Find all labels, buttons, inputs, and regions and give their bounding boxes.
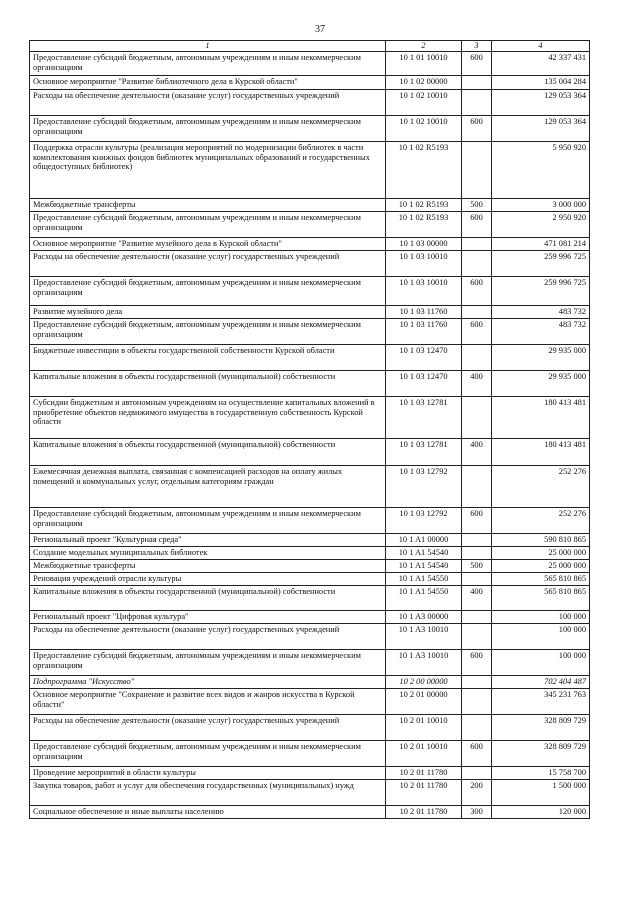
row-name: Проведение мероприятий в области культуры	[30, 767, 386, 780]
row-type: 400	[462, 371, 492, 397]
row-name: Межбюджетные трансферты	[30, 560, 386, 573]
row-sum: 483 732	[492, 319, 590, 345]
row-name: Межбюджетные трансферты	[30, 199, 386, 212]
row-code: 10 1 A1 54540	[386, 547, 462, 560]
table-row	[30, 142, 590, 199]
row-type	[462, 251, 492, 277]
table-row	[30, 780, 590, 806]
row-sum: 100 000	[492, 611, 590, 624]
row-type: 400	[462, 439, 492, 466]
row-name: Предоставление субсидий бюджетным, автономным учреждениям и иным некоммерческим организациям	[30, 116, 386, 142]
row-code: 10 2 00 00000	[386, 676, 462, 689]
table-row	[30, 251, 590, 277]
header-col-code: 2	[386, 41, 462, 52]
row-sum: 565 810 865	[492, 573, 590, 586]
budget-table	[29, 40, 590, 819]
row-sum: 565 810 865	[492, 586, 590, 611]
row-name: Расходы на обеспечение деятельности (оказание услуг) государственных учреждений	[30, 90, 386, 116]
row-sum: 3 000 000	[492, 199, 590, 212]
row-code: 10 1 A3 10010	[386, 624, 462, 650]
row-code: 10 1 03 10010	[386, 251, 462, 277]
row-name: Капитальные вложения в объекты государственной (муниципальной) собственности	[30, 586, 386, 611]
header-col-name: 1	[30, 41, 386, 52]
row-code: 10 1 03 12781	[386, 439, 462, 466]
row-name: Основное мероприятие "Сохранение и развитие всех видов и жанров искусства в Курской области"	[30, 689, 386, 715]
table-row	[30, 277, 590, 306]
row-name: Предоставление субсидий бюджетным, автономным учреждениям и иным некоммерческим организациям	[30, 741, 386, 767]
row-code: 10 1 02 R5193	[386, 212, 462, 238]
row-type: 600	[462, 116, 492, 142]
row-code: 10 2 01 10010	[386, 741, 462, 767]
row-name: Предоставление субсидий бюджетным, автономным учреждениям и иным некоммерческим организациям	[30, 212, 386, 238]
row-sum: 328 809 729	[492, 715, 590, 741]
row-sum: 252 276	[492, 508, 590, 534]
row-name: Развитие музейного дела	[30, 306, 386, 319]
row-code: 10 1 03 12781	[386, 397, 462, 439]
table-row	[30, 466, 590, 508]
row-code: 10 1 02 R5193	[386, 199, 462, 212]
row-code: 10 1 A1 00000	[386, 534, 462, 547]
table-row	[30, 560, 590, 573]
row-type	[462, 76, 492, 90]
table-row	[30, 534, 590, 547]
table-row	[30, 199, 590, 212]
table-row	[30, 345, 590, 371]
row-code: 10 1 03 12792	[386, 508, 462, 534]
row-sum: 483 732	[492, 306, 590, 319]
row-sum: 252 276	[492, 466, 590, 508]
row-type: 500	[462, 199, 492, 212]
row-name: Создание модельных муниципальных библиотек	[30, 547, 386, 560]
row-sum: 100 000	[492, 650, 590, 676]
row-code: 10 1 A1 54540	[386, 560, 462, 573]
header-col-type: 3	[462, 41, 492, 52]
row-sum: 129 053 364	[492, 116, 590, 142]
row-type: 600	[462, 212, 492, 238]
table-row	[30, 397, 590, 439]
row-sum: 5 950 920	[492, 142, 590, 199]
row-code: 10 2 01 11780	[386, 780, 462, 806]
table-row	[30, 806, 590, 819]
row-code: 10 1 A1 54550	[386, 586, 462, 611]
table-row	[30, 439, 590, 466]
row-name: Региональный проект "Культурная среда"	[30, 534, 386, 547]
row-type	[462, 142, 492, 199]
table-row	[30, 624, 590, 650]
row-name: Реновация учреждений отрасли культуры	[30, 573, 386, 586]
table-row	[30, 116, 590, 142]
row-sum: 590 810 865	[492, 534, 590, 547]
row-name: Предоставление субсидий бюджетным, автономным учреждениям и иным некоммерческим организациям	[30, 319, 386, 345]
row-type	[462, 90, 492, 116]
row-sum: 135 004 284	[492, 76, 590, 90]
row-type	[462, 624, 492, 650]
table-row	[30, 586, 590, 611]
row-name: Субсидии бюджетным и автономным учреждениям на осуществление капитальных вложений в приобретение объектов недвижимого имущества в государственную собственность Курской области	[30, 397, 386, 439]
row-name: Социальное обеспечение и иные выплаты населению	[30, 806, 386, 819]
row-sum: 345 231 763	[492, 689, 590, 715]
row-type	[462, 611, 492, 624]
table-row	[30, 212, 590, 238]
row-type: 500	[462, 560, 492, 573]
row-type: 600	[462, 741, 492, 767]
row-code: 10 1 03 11760	[386, 306, 462, 319]
table-row	[30, 741, 590, 767]
table-row	[30, 547, 590, 560]
row-name: Капитальные вложения в объекты государственной (муниципальной) собственности	[30, 439, 386, 466]
row-type: 300	[462, 806, 492, 819]
table-row	[30, 676, 590, 689]
row-sum: 180 413 481	[492, 397, 590, 439]
row-code: 10 2 01 11780	[386, 767, 462, 780]
row-sum: 2 950 920	[492, 212, 590, 238]
row-name: Основное мероприятие "Развитие музейного дела в Курской области"	[30, 238, 386, 251]
row-type: 600	[462, 508, 492, 534]
row-sum: 180 413 481	[492, 439, 590, 466]
row-code: 10 1 03 11760	[386, 319, 462, 345]
row-code: 10 1 03 10010	[386, 277, 462, 306]
row-type	[462, 345, 492, 371]
row-type: 600	[462, 650, 492, 676]
row-name: Предоставление субсидий бюджетным, автономным учреждениям и иным некоммерческим организациям	[30, 52, 386, 76]
row-name: Подпрограмма "Искусство"	[30, 676, 386, 689]
row-code: 10 2 01 00000	[386, 689, 462, 715]
table-header-row	[30, 41, 590, 52]
row-sum: 259 996 725	[492, 277, 590, 306]
row-sum: 25 000 000	[492, 560, 590, 573]
row-sum: 1 500 000	[492, 780, 590, 806]
row-code: 10 1 03 12470	[386, 345, 462, 371]
row-type: 600	[462, 52, 492, 76]
row-sum: 42 337 431	[492, 52, 590, 76]
row-name: Региональный проект "Цифровая культура"	[30, 611, 386, 624]
row-type	[462, 306, 492, 319]
table-row	[30, 508, 590, 534]
row-code: 10 1 A3 00000	[386, 611, 462, 624]
row-type	[462, 238, 492, 251]
table-row	[30, 767, 590, 780]
row-code: 10 2 01 10010	[386, 715, 462, 741]
row-sum: 100 000	[492, 624, 590, 650]
row-type: 400	[462, 586, 492, 611]
table-row	[30, 371, 590, 397]
table-row	[30, 52, 590, 76]
row-code: 10 1 01 10010	[386, 52, 462, 76]
row-name: Капитальные вложения в объекты государственной (муниципальной) собственности	[30, 371, 386, 397]
table-row	[30, 319, 590, 345]
table-row	[30, 650, 590, 676]
header-col-sum: 4	[492, 41, 590, 52]
row-type	[462, 689, 492, 715]
row-type	[462, 534, 492, 547]
row-type	[462, 676, 492, 689]
row-name: Закупка товаров, работ и услуг для обеспечения государственных (муниципальных) нужд	[30, 780, 386, 806]
row-type	[462, 573, 492, 586]
table-row	[30, 76, 590, 90]
row-code: 10 1 02 00000	[386, 76, 462, 90]
row-code: 10 1 03 12792	[386, 466, 462, 508]
row-code: 10 1 03 12470	[386, 371, 462, 397]
row-type	[462, 767, 492, 780]
row-name: Предоставление субсидий бюджетным, автономным учреждениям и иным некоммерческим организациям	[30, 650, 386, 676]
row-sum: 259 996 725	[492, 251, 590, 277]
row-sum: 15 758 700	[492, 767, 590, 780]
row-sum: 328 809 729	[492, 741, 590, 767]
row-sum: 120 000	[492, 806, 590, 819]
row-sum: 29 935 000	[492, 371, 590, 397]
row-code: 10 1 02 R5193	[386, 142, 462, 199]
row-type: 600	[462, 277, 492, 306]
row-type	[462, 547, 492, 560]
row-name: Бюджетные инвестиции в объекты государственной собственности Курской области	[30, 345, 386, 371]
row-code: 10 1 02 10010	[386, 116, 462, 142]
row-sum: 29 935 000	[492, 345, 590, 371]
table-row	[30, 573, 590, 586]
row-name: Предоставление субсидий бюджетным, автономным учреждениям и иным некоммерческим организациям	[30, 508, 386, 534]
page-number: 37	[315, 24, 325, 35]
row-type: 600	[462, 319, 492, 345]
row-name: Предоставление субсидий бюджетным, автономным учреждениям и иным некоммерческим организациям	[30, 277, 386, 306]
row-name: Расходы на обеспечение деятельности (оказание услуг) государственных учреждений	[30, 715, 386, 741]
row-name: Расходы на обеспечение деятельности (оказание услуг) государственных учреждений	[30, 624, 386, 650]
row-name: Поддержка отрасли культуры (реализация мероприятий по модернизации библиотек в части комплектования книжных фондов библиотек муниципальных образований и государственных общедоступных библиотек)	[30, 142, 386, 199]
row-name: Ежемесячная денежная выплата, связанная с компенсацией расходов на оплату жилых помещений и коммунальных услуг, отдельным категориям граждан	[30, 466, 386, 508]
row-name: Основное мероприятие "Развитие библиотечного дела в Курской области"	[30, 76, 386, 90]
table-row	[30, 689, 590, 715]
row-code: 10 1 02 10010	[386, 90, 462, 116]
table-row	[30, 90, 590, 116]
row-type: 200	[462, 780, 492, 806]
row-sum: 471 081 214	[492, 238, 590, 251]
row-sum: 702 404 487	[492, 676, 590, 689]
row-type	[462, 466, 492, 508]
table-row	[30, 238, 590, 251]
row-code: 10 1 A3 10010	[386, 650, 462, 676]
row-sum: 129 053 364	[492, 90, 590, 116]
row-sum: 25 000 000	[492, 547, 590, 560]
row-code: 10 1 03 00000	[386, 238, 462, 251]
row-code: 10 1 A1 54550	[386, 573, 462, 586]
row-type	[462, 397, 492, 439]
table-row	[30, 306, 590, 319]
row-name: Расходы на обеспечение деятельности (оказание услуг) государственных учреждений	[30, 251, 386, 277]
table-row	[30, 611, 590, 624]
table-row	[30, 715, 590, 741]
row-type	[462, 715, 492, 741]
row-code: 10 2 01 11780	[386, 806, 462, 819]
